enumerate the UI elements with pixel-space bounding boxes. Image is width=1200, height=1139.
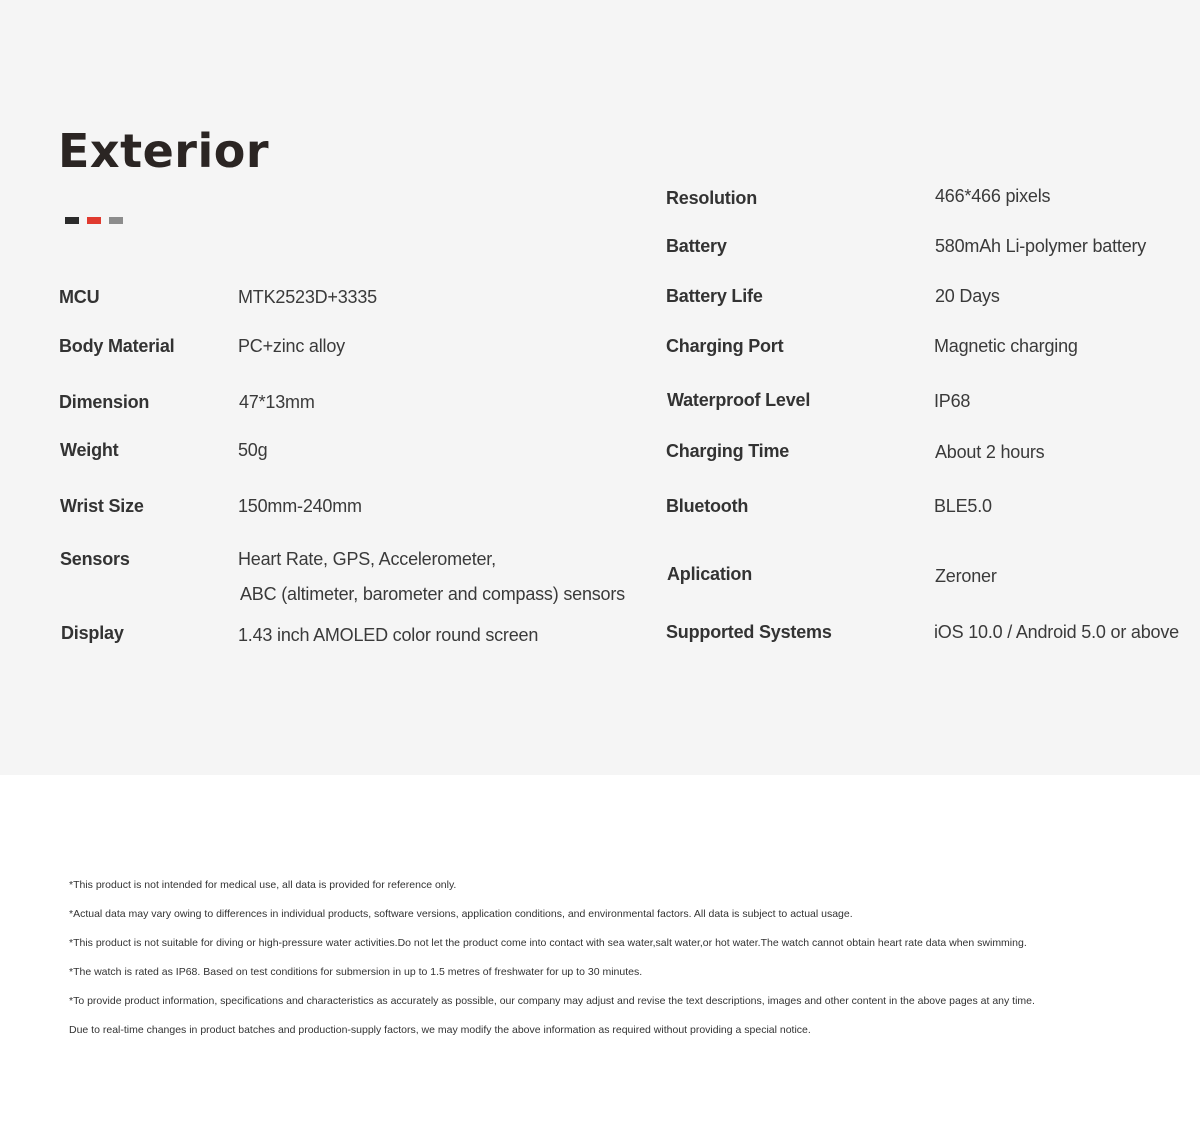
spec-label-charging-port: Charging Port <box>666 336 784 356</box>
spec-value-weight: 50g <box>238 440 268 460</box>
spec-value-waterproof-level: IP68 <box>934 391 971 411</box>
accent-dot-dark <box>65 217 79 224</box>
spec-value-sensors: Heart Rate, GPS, Accelerometer, <box>238 549 496 569</box>
spec-label-battery: Battery <box>666 236 727 256</box>
spec-value-mcu: MTK2523D+3335 <box>238 287 377 307</box>
spec-label-battery-life: Battery Life <box>666 286 763 306</box>
accent-dot-red <box>87 217 101 224</box>
spec-label-mcu: MCU <box>59 287 100 307</box>
spec-value-wrist-size: 150mm-240mm <box>238 496 362 516</box>
accent-dots <box>65 217 123 224</box>
disclaimer-note: *To provide product information, specifications and characteristics as accurately as possible, our company may adjust and revise the text descriptions, images and other content in the above pages at any time. <box>69 995 1035 1007</box>
spec-label-resolution: Resolution <box>666 188 757 208</box>
spec-value-bluetooth: BLE5.0 <box>934 496 992 516</box>
section-title: Exterior <box>58 124 270 178</box>
spec-value-charging-time: About 2 hours <box>935 442 1045 462</box>
spec-value-charging-port: Magnetic charging <box>934 336 1078 356</box>
spec-value-battery-life: 20 Days <box>935 286 1000 306</box>
accent-dot-gray <box>109 217 123 224</box>
spec-value-battery: 580mAh Li-polymer battery <box>935 236 1147 256</box>
spec-label-sensors: Sensors <box>60 549 130 569</box>
spec-label-supported-systems: Supported Systems <box>666 622 832 642</box>
spec-label-weight: Weight <box>60 440 119 460</box>
spec-value-supported-systems: iOS 10.0 / Android 5.0 or above <box>934 622 1179 642</box>
spec-label-body-material: Body Material <box>59 336 175 356</box>
disclaimer-note: *The watch is rated as IP68. Based on test conditions for submersion in up to 1.5 metres of freshwater for up to 30 minutes. <box>69 966 643 978</box>
spec-value-application: Zeroner <box>935 566 997 586</box>
spec-label-display: Display <box>61 623 124 643</box>
disclaimer-note: Due to real-time changes in product batches and production-supply factors, we may modify the above information as required without providing a special notice. <box>69 1024 811 1036</box>
spec-label-wrist-size: Wrist Size <box>60 496 144 516</box>
spec-label-charging-time: Charging Time <box>666 441 790 461</box>
disclaimer-note: *Actual data may vary owing to differences in individual products, software versions, application conditions, and environmental factors. All data is subject to actual usage. <box>69 908 853 920</box>
spec-value-resolution: 466*466 pixels <box>935 186 1051 206</box>
spec-label-bluetooth: Bluetooth <box>666 496 749 516</box>
spec-value-dimension: 47*13mm <box>239 392 315 412</box>
spec-value-display: 1.43 inch AMOLED color round screen <box>238 625 539 645</box>
spec-label-dimension: Dimension <box>59 392 150 412</box>
spec-label-application: Aplication <box>667 564 753 584</box>
spec-value-body-material: PC+zinc alloy <box>238 336 345 356</box>
disclaimer-notes <box>69 878 1169 1052</box>
spec-value-sensors-line2: ABC (altimeter, barometer and compass) sensors <box>240 584 625 604</box>
disclaimer-note: *This product is not suitable for diving or high-pressure water activities.Do not let the product come into contact with sea water,salt water,or hot water.The watch cannot obtain heart rate data when swimming. <box>69 937 1027 949</box>
disclaimer-note: *This product is not intended for medical use, all data is provided for reference only. <box>69 879 457 891</box>
spec-label-waterproof-level: Waterproof Level <box>667 390 811 410</box>
